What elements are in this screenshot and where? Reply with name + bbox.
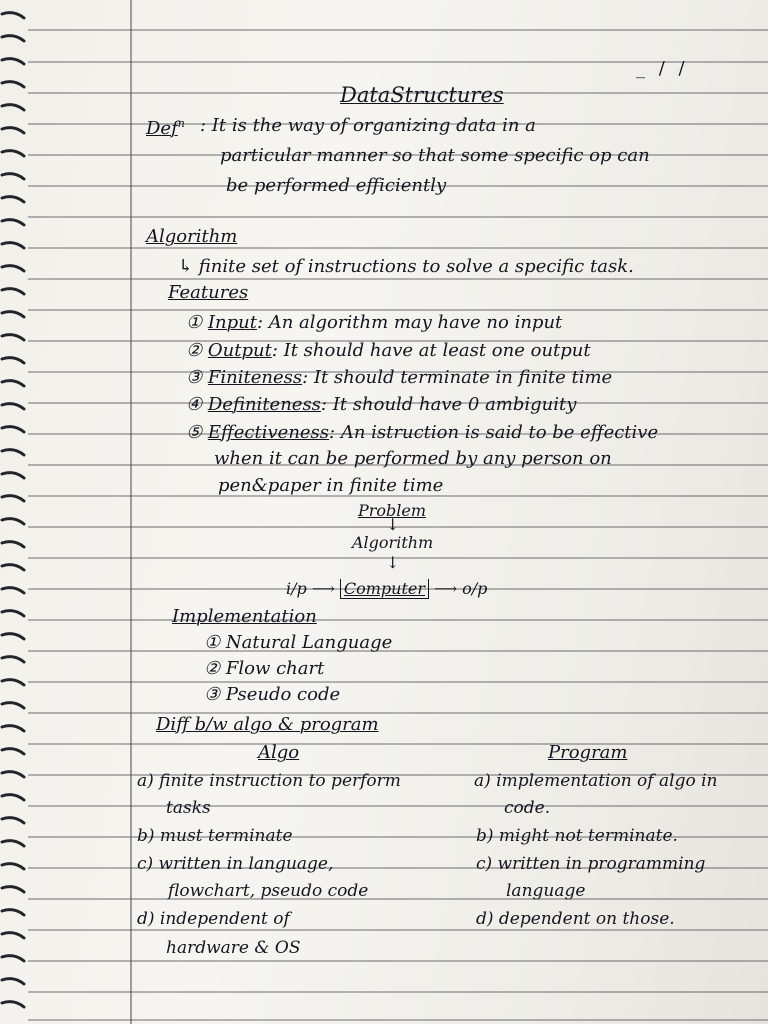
date-field: _ / / [636,58,689,79]
flow-row [286,578,487,600]
algo-point-c: c) written in language, [137,854,334,874]
feature-output [186,340,591,362]
page-title: DataStructures [340,83,504,107]
algo-point-a: a) finite instruction to perform [137,771,401,791]
feature-definiteness [186,394,576,416]
program-point-a-cont: code. [504,798,551,818]
definition-label [146,113,185,140]
definition-label-text: Def [146,118,178,139]
effectiveness-line-2: when it can be performed by any person on [214,448,612,469]
algo-column-heading: Algo [258,742,300,763]
definition-line-2: particular manner so that some specific op can [220,145,650,166]
flow-right-arrow-2: ⟶ [434,579,458,598]
program-point-c-cont: language [506,881,586,901]
flow-output: o/p [462,579,488,598]
effectiveness-line-3: pen&paper in finite time [218,475,444,496]
feature-finiteness [186,367,612,389]
feature-term: Input [207,312,257,333]
implementation-heading: Implementation [172,606,317,627]
feature-number: ⑤ [186,422,203,443]
feature-input [186,312,562,334]
definition-line-1: : It is the way of organizing data in a [200,115,536,136]
spiral-binding [0,0,30,1024]
algo-point-c-cont: flowchart, pseudo code [168,881,369,901]
implementation-item-1: ① Natural Language [204,632,393,653]
flow-computer-box: Computer [340,579,429,599]
program-point-d: d) dependent on those. [476,909,675,929]
algorithm-heading: Algorithm [146,226,238,247]
algo-point-a-cont: tasks [166,798,211,818]
feature-number: ② [186,340,203,361]
flow-algorithm: Algorithm [352,533,434,552]
definition-superscript: n [177,117,185,130]
implementation-item-3: ③ Pseudo code [204,684,341,705]
feature-text: : An algorithm may have no input [256,312,563,333]
feature-effectiveness [186,422,658,444]
implementation-item-2: ② Flow chart [204,658,325,679]
flow-right-arrow-1: ⟶ [311,579,335,598]
program-point-c: c) written in programming [476,854,706,874]
feature-number: ④ [186,394,203,415]
flow-input: i/p [286,579,307,598]
difference-heading: Diff b/w algo & program [156,714,379,735]
feature-number: ③ [186,367,203,388]
flow-down-arrow-2: ↓ [386,553,400,572]
program-point-b: b) might not terminate. [476,826,678,846]
algorithm-description: ↳ finite set of instructions to solve a specific task. [178,256,634,277]
feature-text: : An istruction is said to be effective [329,422,659,443]
feature-term: Finiteness [207,367,303,388]
algo-point-b: b) must terminate [137,826,293,846]
algo-point-d: d) independent of [137,909,290,929]
definition-line-3: be performed efficiently [226,175,447,196]
flow-problem: Problem [358,501,427,520]
feature-term: Output [207,340,272,361]
program-point-a: a) implementation of algo in [474,771,718,791]
feature-number: ① [186,312,203,333]
feature-text: : It should have at least one output [271,340,591,361]
features-heading: Features [168,282,249,303]
feature-text: : It should terminate in finite time [302,367,613,388]
flow-down-arrow-1: ↓ [386,515,400,534]
program-column-heading: Program [548,742,628,763]
feature-term: Definiteness [207,394,321,415]
algo-point-d-cont: hardware & OS [166,938,301,958]
feature-text: : It should have 0 ambiguity [320,394,577,415]
feature-term: Effectiveness [207,422,330,443]
